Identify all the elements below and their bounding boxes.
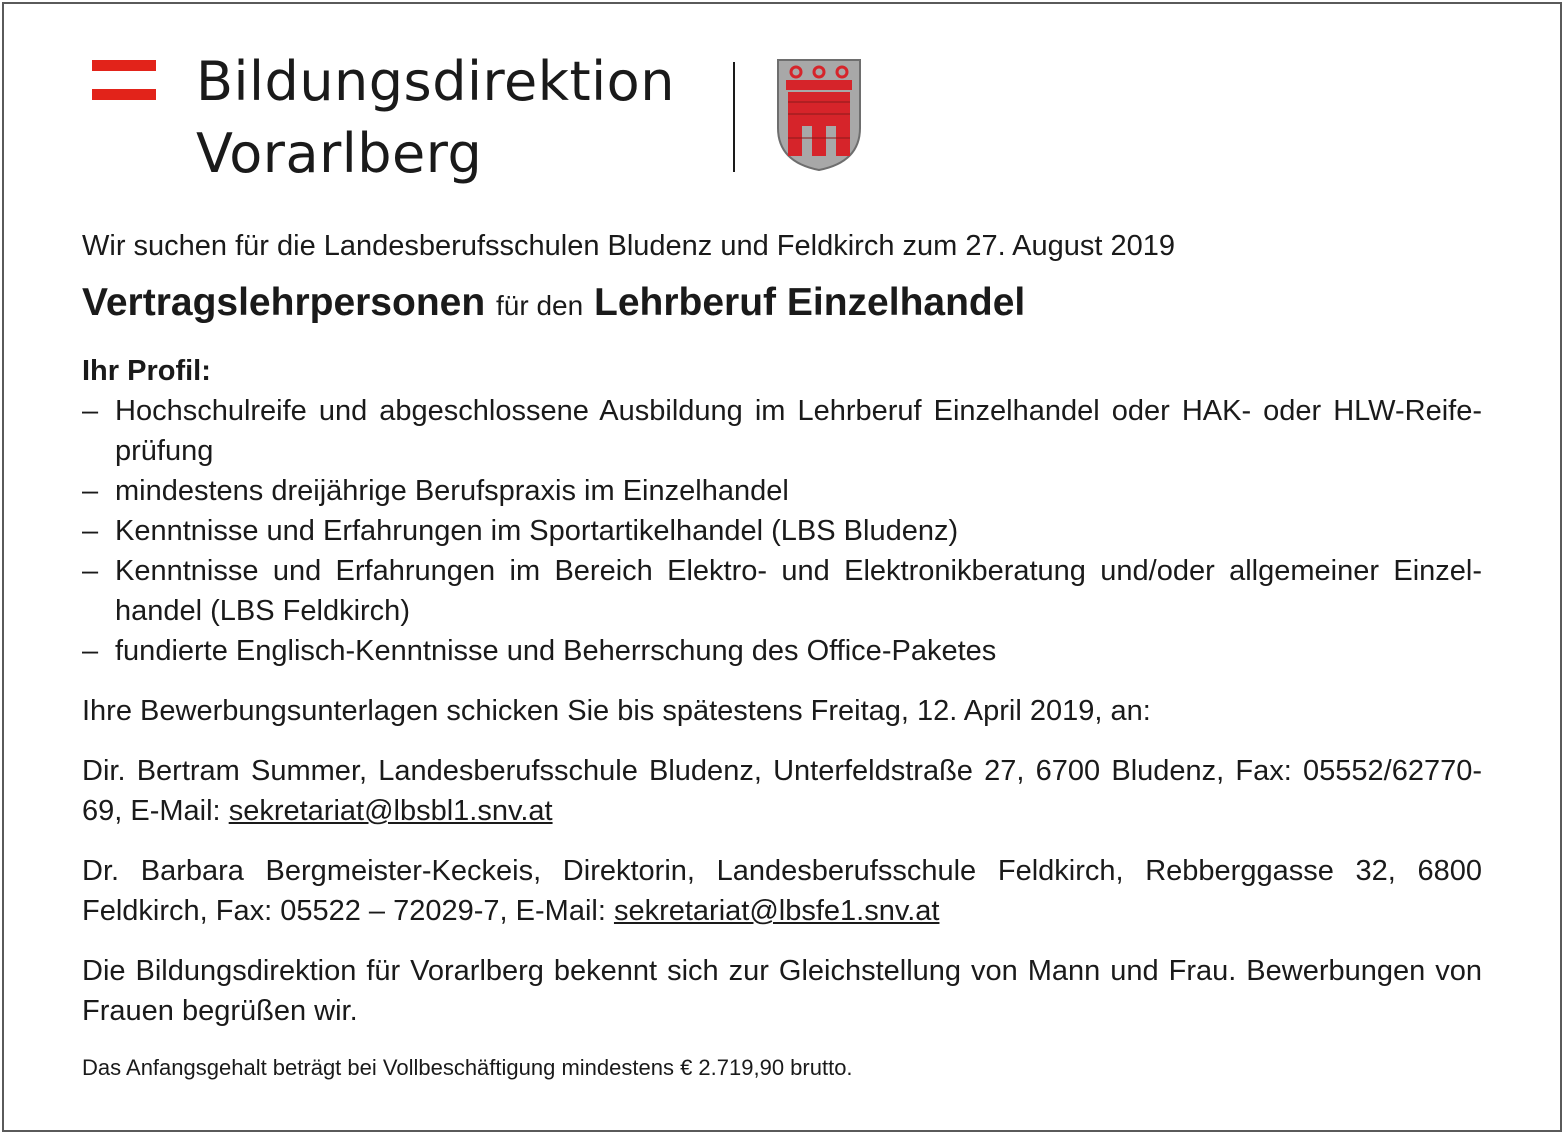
vorarlberg-crest-icon [776, 58, 862, 172]
equality-statement: Die Bildungsdirektion für Vorarlberg bekennt sich zur Gleichstellung von Mann und Frau. Bewerbungen von Frauen begrüßen wir. [82, 955, 1482, 1027]
contact-text: Dr. Barbara Bergmeister-Keckeis, Direktorin, Landesberufsschule Feldkirch, Rebberggasse 32, 6800 Feldkirch, Fax: 05522 – 72029-7, [82, 855, 1482, 927]
flag-red-stripe-bottom [92, 89, 156, 100]
job-title: Vertragslehrpersonen [82, 281, 486, 324]
dash-bullet: – [82, 475, 99, 507]
dash-bullet: – [82, 555, 99, 587]
headline-connector: für den [496, 290, 584, 321]
job-field: Lehrberuf Einzelhandel [594, 281, 1026, 324]
org-name-line1: Bildungsdirektion [196, 50, 675, 113]
job-headline [82, 276, 1482, 333]
dash-bullet: – [82, 515, 99, 547]
austria-flag-icon [92, 60, 156, 100]
org-name-line2: Vorarlberg [196, 122, 483, 185]
list-item [82, 391, 1482, 471]
flag-red-stripe-top [92, 60, 156, 71]
ad-content [82, 226, 1482, 1083]
contact-text: Dir. Bertram Summer, Landesberufsschule Bludenz, Unterfeldstraße 27, 6700 Bludenz, Fax: 05552/62770-69, [82, 755, 1482, 827]
email-label: E-Mail: [515, 895, 606, 927]
dash-bullet: – [82, 395, 99, 427]
dash-bullet: – [82, 635, 99, 667]
contact-bludenz [82, 751, 1482, 831]
application-deadline: Ihre Bewerbungsunterlagen schicken Sie bis spätestens Freitag, 12. April 2019, an: [82, 695, 1151, 727]
list-item-text: Hochschulreife und abgeschlossene Ausbildung im Lehrberuf Einzelhandel oder HAK- oder HLW-Reife-prüfung [115, 395, 1482, 467]
logo-divider [733, 62, 735, 172]
contact-feldkirch [82, 851, 1482, 931]
list-item-text: mindestens dreijährige Berufspraxis im Einzelhandel [115, 475, 789, 507]
profile-list [82, 391, 1482, 671]
list-item [82, 551, 1482, 631]
intro-text: Wir suchen für die Landesberufsschulen Bludenz und Feldkirch zum 27. August 2019 [82, 230, 1175, 262]
list-item [82, 631, 1482, 671]
email-label: E-Mail: [130, 795, 221, 827]
email-link-feldkirch[interactable]: sekretariat@lbsfe1.snv.at [613, 895, 940, 927]
list-item-text: Kenntnisse und Erfahrungen im Sportartikelhandel (LBS Bludenz) [115, 515, 959, 547]
list-item [82, 511, 1482, 551]
list-item-text: fundierte Englisch-Kenntnisse und Beherrschung des Office-Paketes [115, 635, 997, 667]
list-item-text: Kenntnisse und Erfahrungen im Bereich Elektro- und Elektronikberatung und/oder allgemeiner Einzel-handel (LBS Feldkirch) [115, 555, 1482, 627]
list-item [82, 471, 1482, 511]
salary-note: Das Anfangsgehalt beträgt bei Vollbeschäftigung mindestens € 2.719,90 brutto. [82, 1055, 853, 1080]
profile-title: Ihr Profil: [82, 355, 211, 387]
email-link-bludenz[interactable]: sekretariat@lbsbl1.snv.at [228, 795, 553, 827]
